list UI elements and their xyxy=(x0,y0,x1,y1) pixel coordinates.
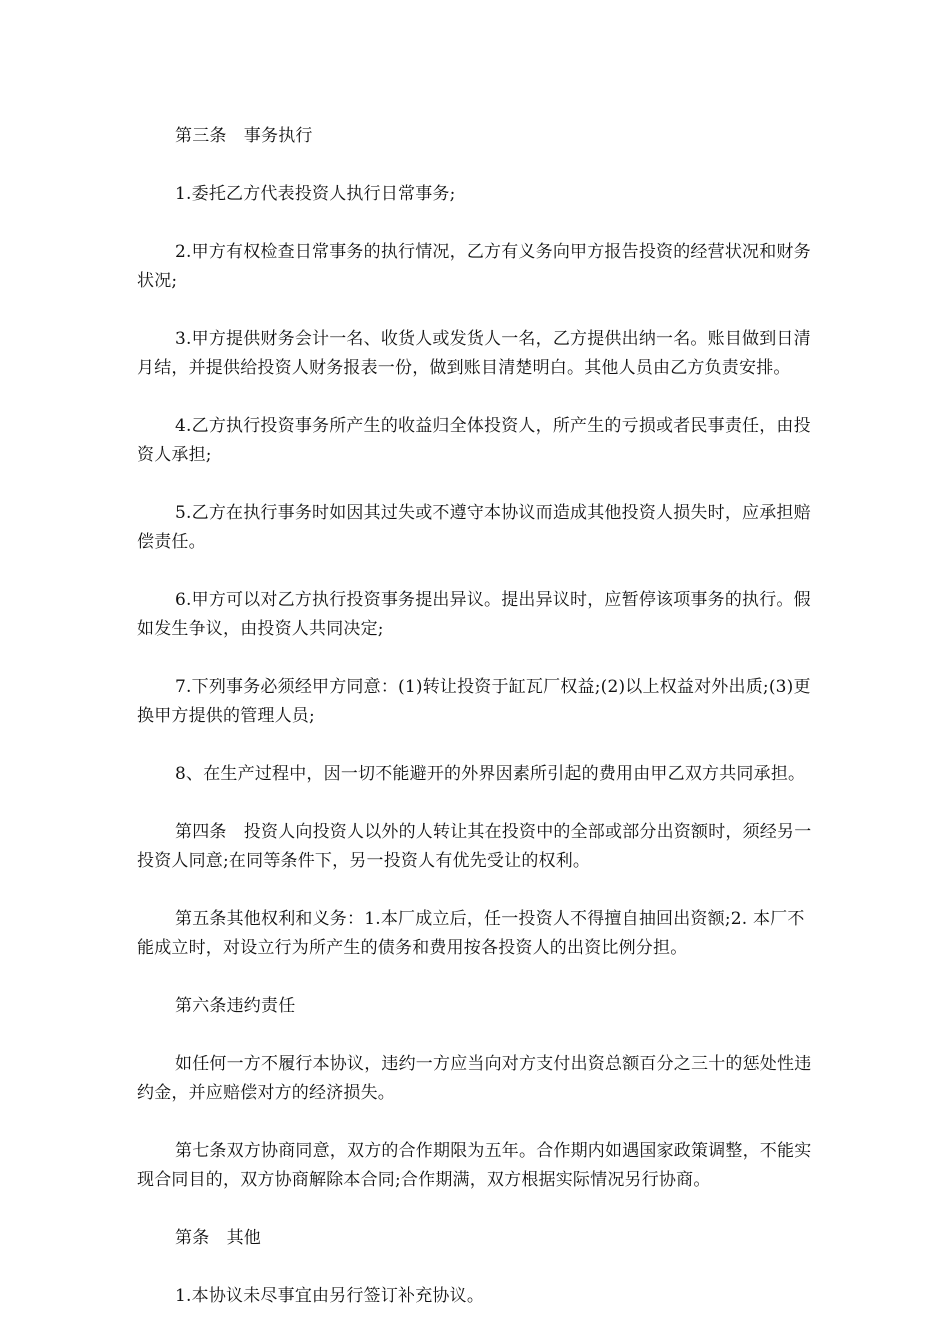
article-4: 第四条 投资人向投资人以外的人转让其在投资中的全部或部分出资额时，须经另一投资人同意;在同等条件下，另一投资人有优先受让的权利。 xyxy=(137,822,812,871)
article-3-clause-1: 1.委托乙方代表投资人执行日常事务; xyxy=(175,184,456,204)
article-3-clause-4: 4.乙方执行投资事务所产生的收益归全体投资人，所产生的亏损或者民事责任，由投资人承担; xyxy=(137,416,811,465)
article-other-clause-1: 1.本协议未尽事宜由另行签订补充协议。 xyxy=(175,1286,485,1306)
article-other-heading: 第条 其他 xyxy=(175,1228,261,1248)
article-5: 第五条其他权利和义务：1.本厂成立后，任一投资人不得擅自抽回出资额;2. 本厂不能成立时，对设立行为所产生的债务和费用按各投资人的出资比例分担。 xyxy=(137,909,805,958)
document-body xyxy=(137,122,813,1311)
article-3-clause-8: 8、在生产过程中，因一切不能避开的外界因素所引起的费用由甲乙双方共同承担。 xyxy=(175,764,806,784)
article-3-clause-5: 5.乙方在执行事务时如因其过失或不遵守本协议而造成其他投资人损失时，应承担赔偿责任。 xyxy=(137,503,811,552)
article-3-clause-2: 2.甲方有权检查日常事务的执行情况，乙方有义务向甲方报告投资的经营状况和财务状况; xyxy=(137,242,811,291)
article-7: 第七条双方协商同意，双方的合作期限为五年。合作期内如遇国家政策调整，不能实现合同目的，双方协商解除本合同;合作期满，双方根据实际情况另行协商。 xyxy=(137,1141,812,1190)
article-3-clause-3: 3.甲方提供财务会计一名、收货人或发货人一名，乙方提供出纳一名。账目做到日清月结，并提供给投资人财务报表一份，做到账目清楚明白。其他人员由乙方负责安排。 xyxy=(137,329,811,378)
article-3-clause-7: 7.下列事务必须经甲方同意：(1)转让投资于缸瓦厂权益;(2)以上权益对外出质;(3)更换甲方提供的管理人员; xyxy=(137,677,811,726)
article-6-body: 如任何一方不履行本协议，违约一方应当向对方支付出资总额百分之三十的惩处性违约金，并应赔偿对方的经济损失。 xyxy=(137,1054,812,1103)
article-6-heading: 第六条违约责任 xyxy=(175,996,296,1016)
article-3-clause-6: 6.甲方可以对乙方执行投资事务提出异议。提出异议时，应暂停该项事务的执行。假如发生争议，由投资人共同决定; xyxy=(137,590,811,639)
article-3-heading: 第三条 事务执行 xyxy=(175,126,313,146)
